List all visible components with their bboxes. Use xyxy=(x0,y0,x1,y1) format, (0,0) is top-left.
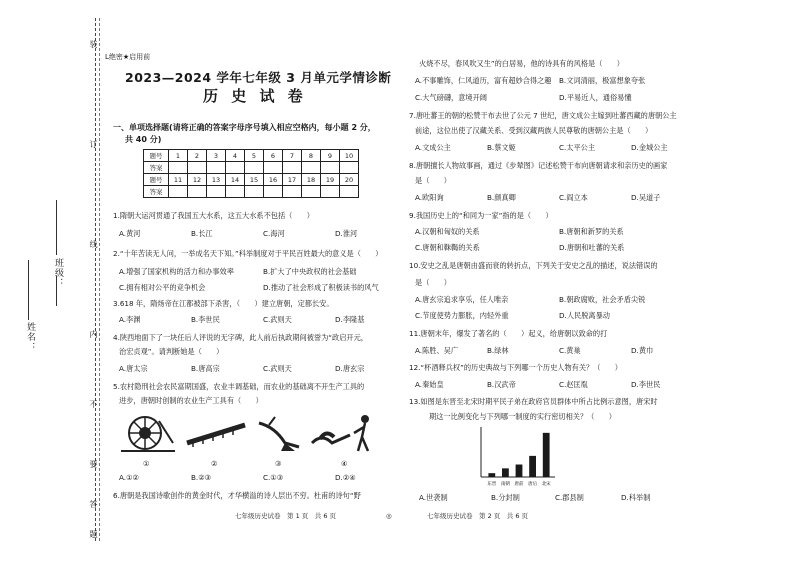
dragon-bone-pump-illustration xyxy=(185,413,247,455)
table-row xyxy=(144,174,359,186)
q3-option-c[interactable]: C.武则天 xyxy=(263,315,292,324)
question-4: 4.陕西地面下了一块任后人评说的无字碑，此人前后执政期间被誉为“政启开元， xyxy=(113,333,368,342)
table-cell: 15 xyxy=(245,174,264,186)
q13-option-a[interactable]: A.世袭制 xyxy=(419,493,448,502)
answer-cell[interactable] xyxy=(207,186,226,198)
q9-option-d[interactable]: D.唐朝和吐蕃的关系 xyxy=(559,243,625,252)
chart-x-tick-label: 南朝 xyxy=(500,482,510,487)
chart-bar xyxy=(516,465,523,477)
q12-option-d[interactable]: D.李世民 xyxy=(631,380,661,389)
seal-mark-3: 线 xyxy=(89,240,98,249)
class-underline-2 xyxy=(56,276,57,306)
name-label: 姓名： xyxy=(25,322,35,352)
q3-option-d[interactable]: D.李隆基 xyxy=(335,315,365,324)
answer-cell[interactable] xyxy=(283,186,302,198)
chart-bar xyxy=(488,473,495,477)
chart-x-tick-label: 北宋 xyxy=(541,482,551,487)
question-11: 11.唐朝末年，爆发了著名的（ ）起义，给唐朝以致命的打 xyxy=(409,329,608,338)
chart-bar xyxy=(543,433,550,477)
q11-option-a[interactable]: A.陈胜、吴广 xyxy=(415,346,459,355)
q9-option-b[interactable]: B.唐朝和新罗的关系 xyxy=(559,227,624,236)
question-4-line2: 治宏贞观”。请判断她是（ ） xyxy=(119,347,224,356)
tool-label-3: ③ xyxy=(275,459,282,468)
answer-cell[interactable] xyxy=(188,186,207,198)
answer-cell[interactable] xyxy=(302,186,321,198)
question-6-cont: 火烧不尽，春风吹又生”的白居易，他的诗具有的风格是（ ） xyxy=(419,59,624,68)
tool-label-1: ① xyxy=(143,459,150,468)
secret-label: L绝密★启用前 xyxy=(105,53,151,61)
q11-option-b[interactable]: B.绿林 xyxy=(487,346,509,355)
footer-left: 七年级历史试卷 第 1 页 共 6 页 xyxy=(235,512,337,520)
seal-mark-4: 内 xyxy=(89,330,98,339)
answer-cell[interactable] xyxy=(169,186,188,198)
table-cell: 12 xyxy=(188,174,207,186)
q5-option-d[interactable]: D.②④ xyxy=(335,473,356,482)
q6-option-c[interactable]: C.大气磅礴，意境开阔 xyxy=(415,93,487,102)
waterwheel-illustration xyxy=(119,413,177,455)
question-7-line2: 前途，这位出使了汉藏关系、受到汉藏两族人民尊敬的唐朝公主是（ ） xyxy=(415,126,653,135)
table-cell: 19 xyxy=(321,174,340,186)
tool-label-2: ② xyxy=(211,459,218,468)
seal-mark-1: 装 xyxy=(89,40,98,49)
q10-option-b[interactable]: B.朝政腐败，社会矛盾尖锐 xyxy=(559,295,646,304)
seal-mark-6: 要 xyxy=(89,460,98,469)
question-9: 9.我国历史上的“和同为一家”指的是（ ） xyxy=(409,211,553,220)
q6-option-b[interactable]: B.文词清丽，极富想象夸张 xyxy=(559,76,646,85)
table-cell: 2 xyxy=(188,150,207,162)
table-cell: 20 xyxy=(340,174,359,186)
table-row xyxy=(144,150,359,162)
q8-option-d[interactable]: D.吴道子 xyxy=(631,193,661,202)
curved-plough-farmer-illustration xyxy=(310,413,380,455)
q6-option-d[interactable]: D.平易近人，通俗易懂 xyxy=(559,93,632,102)
answer-cell[interactable] xyxy=(245,186,264,198)
table-cell: 6 xyxy=(264,150,283,162)
answer-cell[interactable] xyxy=(321,162,340,174)
table-cell: 9 xyxy=(321,150,340,162)
question-13: 13.如图是东晋至北宋时期平民子弟在政府官员群体中所占比例示意图，唐宋时 xyxy=(409,397,658,406)
question-13-line2: 期这一比例变化与下列哪一制度的实行密切相关？（ ） xyxy=(429,412,616,421)
plough-illustration xyxy=(255,413,305,455)
q1-option-b[interactable]: B.长江 xyxy=(191,229,213,238)
answer-cell[interactable] xyxy=(169,162,188,174)
table-cell: 答案 xyxy=(144,186,169,198)
q9-option-a[interactable]: A.汉朝和匈奴的关系 xyxy=(415,227,480,236)
answer-cell[interactable] xyxy=(340,186,359,198)
table-cell: 13 xyxy=(207,174,226,186)
chart-x-tick-label: 唐后 xyxy=(528,482,538,487)
answer-cell[interactable] xyxy=(226,186,245,198)
official-ratio-chart xyxy=(475,425,557,487)
q13-option-b[interactable]: B.分封制 xyxy=(491,493,520,502)
table-row xyxy=(144,162,359,174)
q13-option-c[interactable]: C.郡县制 xyxy=(555,493,584,502)
chart-bar xyxy=(529,456,536,477)
q10-option-a[interactable]: A.唐玄宗追求享乐，任人唯亲 xyxy=(415,295,509,304)
q5-option-b[interactable]: B.②③ xyxy=(191,473,212,482)
question-2: 2.“十年苦读无人问，一举成名天下知。”科举制度对于平民百姓最大的意义是（ ） xyxy=(113,249,383,258)
table-cell: 14 xyxy=(226,174,245,186)
q3-option-a[interactable]: A.李渊 xyxy=(119,315,141,324)
section-heading: 一、单项选择题(请将正确的答案字母序号填入相应空格内，每小题 2 分， xyxy=(113,123,376,132)
chart-bar xyxy=(502,468,509,477)
chart-x-tick-label: 唐前 xyxy=(514,482,524,487)
seal-mark-2: 订 xyxy=(89,140,98,149)
table-cell: 题号 xyxy=(144,174,169,186)
section-heading-2: 共 40 分) xyxy=(125,135,162,144)
q11-option-d[interactable]: D.黄巾 xyxy=(631,346,654,355)
table-cell: 18 xyxy=(302,174,321,186)
seal-mark-5: 不 xyxy=(89,400,98,409)
q3-option-b[interactable]: B.李世民 xyxy=(191,315,220,324)
q12-option-a[interactable]: A.秦始皇 xyxy=(415,380,444,389)
q8-option-b[interactable]: B.颜真卿 xyxy=(487,193,516,202)
question-6: 6.唐朝是我国诗歌创作的黄金时代，才华横溢的诗人层出不穷。杜甫的诗句“野 xyxy=(113,491,361,500)
question-1: 1.隋朝大运河贯通了我国五大水系，这五大水系不包括（ ） xyxy=(113,211,314,220)
q4-option-b[interactable]: B.唐高宗 xyxy=(191,364,220,373)
q10-option-d[interactable]: D.人民脱离暴动 xyxy=(559,311,610,320)
chart-x-tick-label: 东晋 xyxy=(487,482,497,487)
question-10: 10.安史之乱是唐朝由盛而衰的转折点，下列关于安史之乱的描述，说法错误的 xyxy=(409,261,658,270)
q1-option-c[interactable]: C.海河 xyxy=(263,229,285,238)
seal-mark-7: 答 xyxy=(89,500,98,509)
table-cell: 7 xyxy=(283,150,302,162)
q8-option-c[interactable]: C.阎立本 xyxy=(559,193,588,202)
q2-option-a[interactable]: A.增强了国家机构的活力和办事效率 xyxy=(119,267,234,276)
answer-cell[interactable] xyxy=(264,186,283,198)
q1-option-d[interactable]: D.淮河 xyxy=(335,229,358,238)
q7-option-c[interactable]: C.太平公主 xyxy=(559,143,596,152)
footer-right: 七年级历史试卷 第 2 页 共 6 页 xyxy=(427,512,529,520)
class-label: 班级： xyxy=(53,258,63,288)
table-cell: 11 xyxy=(169,174,188,186)
page-left xyxy=(105,0,405,561)
tool-label-4: ④ xyxy=(341,459,348,468)
exam-title: 2023—2024 学年七年级 3 月单元学情诊断 xyxy=(125,70,392,85)
table-cell: 10 xyxy=(340,150,359,162)
question-8-line2: 是（ ） xyxy=(415,176,451,185)
q5-option-a[interactable]: A.①② xyxy=(119,473,139,482)
q2-option-b[interactable]: B.扩大了中央政权的社会基础 xyxy=(263,267,357,276)
answer-cell[interactable] xyxy=(207,162,226,174)
question-12: 12.“杯酒释兵权”的历史典故与下列哪一个历史人物有关？（ ） xyxy=(409,363,622,372)
answer-cell[interactable] xyxy=(188,162,207,174)
table-cell: 5 xyxy=(245,150,264,162)
q12-option-b[interactable]: B.汉武帝 xyxy=(487,380,516,389)
answer-cell[interactable] xyxy=(321,186,340,198)
q2-option-c[interactable]: C.拥有相对公平的竞争机会 xyxy=(119,283,206,292)
q13-option-d[interactable]: D.科举制 xyxy=(621,493,651,502)
answer-table xyxy=(143,149,359,198)
answer-cell[interactable] xyxy=(245,162,264,174)
table-row xyxy=(144,186,359,198)
table-cell: 17 xyxy=(283,174,302,186)
q7-option-a[interactable]: A.文成公主 xyxy=(415,143,451,152)
question-5: 5.农村隐刑社会农民富期国盛，农业丰调基础，而农业的基础离不开生产工具的 xyxy=(113,382,365,391)
q8-option-a[interactable]: A.欧阳询 xyxy=(415,193,444,202)
q7-option-d[interactable]: D.金城公主 xyxy=(631,143,668,152)
q1-option-a[interactable]: A.黄河 xyxy=(119,229,141,238)
q4-option-a[interactable]: A.唐太宗 xyxy=(119,364,148,373)
q6-option-a[interactable]: A.不事雕饰，仁风道历，富有超妙合得之趣 xyxy=(415,76,552,85)
question-10-line2: 是（ ） xyxy=(415,278,451,287)
q11-option-c[interactable]: C.黄巢 xyxy=(559,346,581,355)
q5-option-c[interactable]: C.①③ xyxy=(263,473,284,482)
q4-option-c[interactable]: C.武则天 xyxy=(263,364,292,373)
answer-cell[interactable] xyxy=(264,162,283,174)
table-cell: 答案 xyxy=(144,162,169,174)
table-cell: 16 xyxy=(264,174,283,186)
exam-subject: 历 史 试 卷 xyxy=(203,87,307,105)
q2-option-d[interactable]: D.推动了社会形成了积极读书的风气 xyxy=(263,283,379,292)
table-cell: 题号 xyxy=(144,150,169,162)
q10-option-c[interactable]: C.节度使势力膨胀，内轻外重 xyxy=(415,311,509,320)
table-cell: 3 xyxy=(207,150,226,162)
answer-cell[interactable] xyxy=(340,162,359,174)
seal-line-inner xyxy=(99,18,100,541)
question-5-line2: 进步，唐朝时创制的农业生产工具有（ ） xyxy=(119,396,263,405)
q12-option-c[interactable]: C.赵匡胤 xyxy=(559,380,588,389)
footer-center: ◎ xyxy=(386,512,392,520)
q7-option-b[interactable]: B.蔡文姬 xyxy=(487,143,516,152)
class-underline xyxy=(56,200,57,255)
table-cell: 1 xyxy=(169,150,188,162)
answer-cell[interactable] xyxy=(283,162,302,174)
table-cell: 8 xyxy=(302,150,321,162)
q9-option-c[interactable]: C.唐朝和靺鞨的关系 xyxy=(415,243,480,252)
answer-cell[interactable] xyxy=(226,162,245,174)
table-cell: 4 xyxy=(226,150,245,162)
binding-margin xyxy=(0,0,105,561)
question-8: 8.唐朝擅长人物故事画，通过《步辇图》记述松赞干布向唐朝请求和亲历史的画家 xyxy=(409,161,668,170)
q4-option-d[interactable]: D.唐玄宗 xyxy=(335,364,365,373)
answer-cell[interactable] xyxy=(302,162,321,174)
question-7: 7.唐吐蕃王的朝的松赞干布去世了公元 7 世纪，唐文成公主嫁到吐蕃西藏的唐朝公主 xyxy=(409,111,677,120)
name-underline xyxy=(28,260,29,320)
page-right xyxy=(405,0,705,561)
seal-mark-8: 题 xyxy=(89,530,98,539)
question-3: 3.618 年，隋炀帝在江都被部下杀害，（ ）建立唐朝，定都长安。 xyxy=(113,299,334,308)
